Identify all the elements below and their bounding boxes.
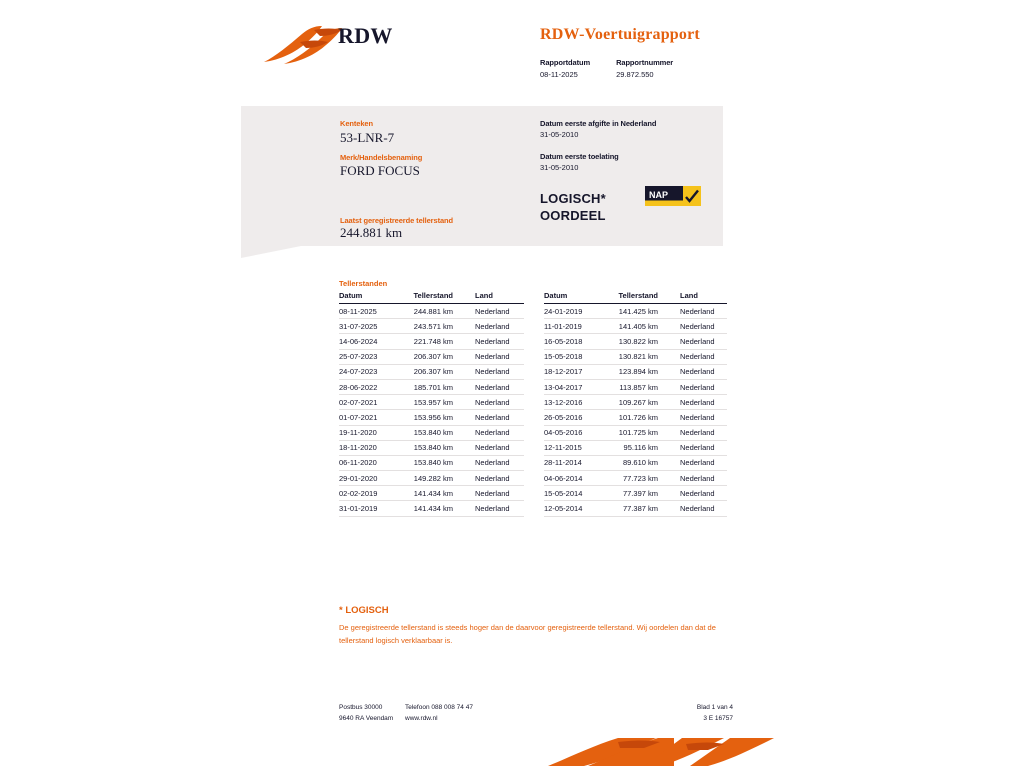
cell-tellerstand: 113.857 km bbox=[602, 379, 680, 394]
table-row bbox=[544, 486, 727, 501]
table-row bbox=[339, 395, 524, 410]
cell-datum: 13-12-2016 bbox=[544, 395, 602, 410]
table-row bbox=[544, 395, 727, 410]
toelating-value: 31-05-2010 bbox=[540, 163, 579, 172]
afgifte-label: Datum eerste afgifte in Nederland bbox=[540, 119, 657, 128]
table-row bbox=[544, 334, 727, 349]
cell-datum: 12-05-2014 bbox=[544, 501, 602, 516]
cell-tellerstand: 101.726 km bbox=[602, 410, 680, 425]
cell-datum: 11-01-2019 bbox=[544, 319, 602, 334]
cell-tellerstand: 77.397 km bbox=[602, 486, 680, 501]
panel-corner-notch bbox=[241, 246, 301, 258]
cell-land: Nederland bbox=[680, 349, 727, 364]
cell-datum: 28-06-2022 bbox=[339, 379, 397, 394]
cell-tellerstand: 141.425 km bbox=[602, 304, 680, 319]
cell-land: Nederland bbox=[475, 425, 524, 440]
column-header-datum: Datum bbox=[544, 291, 602, 304]
mileage-table-right bbox=[544, 291, 727, 517]
cell-tellerstand: 153.840 km bbox=[397, 440, 475, 455]
cell-tellerstand: 130.821 km bbox=[602, 349, 680, 364]
cell-tellerstand: 185.701 km bbox=[397, 379, 475, 394]
table-row bbox=[544, 455, 727, 470]
column-header-land: Land bbox=[475, 291, 524, 304]
cell-datum: 18-11-2020 bbox=[339, 440, 397, 455]
cell-tellerstand: 89.610 km bbox=[602, 455, 680, 470]
cell-land: Nederland bbox=[680, 425, 727, 440]
table-row bbox=[544, 425, 727, 440]
cell-land: Nederland bbox=[680, 364, 727, 379]
cell-datum: 12-11-2015 bbox=[544, 440, 602, 455]
table-row bbox=[339, 379, 524, 394]
table-row bbox=[339, 501, 524, 516]
cell-tellerstand: 141.405 km bbox=[602, 319, 680, 334]
table-header-row bbox=[339, 291, 524, 304]
cell-land: Nederland bbox=[680, 395, 727, 410]
cell-datum: 15-05-2018 bbox=[544, 349, 602, 364]
cell-land: Nederland bbox=[680, 486, 727, 501]
cell-land: Nederland bbox=[475, 410, 524, 425]
cell-tellerstand: 206.307 km bbox=[397, 364, 475, 379]
cell-land: Nederland bbox=[680, 379, 727, 394]
table-row bbox=[339, 486, 524, 501]
table-row bbox=[339, 471, 524, 486]
cell-tellerstand: 153.957 km bbox=[397, 395, 475, 410]
cell-datum: 18-12-2017 bbox=[544, 364, 602, 379]
cell-datum: 26-05-2016 bbox=[544, 410, 602, 425]
cell-land: Nederland bbox=[680, 334, 727, 349]
vehicle-summary-panel bbox=[241, 106, 723, 246]
verdict-line-2: OORDEEL bbox=[540, 208, 606, 223]
cell-datum: 14-06-2024 bbox=[339, 334, 397, 349]
report-meta bbox=[540, 58, 673, 79]
table-row bbox=[339, 349, 524, 364]
table-row bbox=[339, 364, 524, 379]
table-row bbox=[544, 319, 727, 334]
table-row bbox=[544, 364, 727, 379]
footer-blad: Blad 1 van 4 bbox=[696, 704, 733, 711]
table-row bbox=[339, 319, 524, 334]
cell-tellerstand: 141.434 km bbox=[397, 486, 475, 501]
cell-tellerstand: 153.956 km bbox=[397, 410, 475, 425]
cell-datum: 02-07-2021 bbox=[339, 395, 397, 410]
status-badge bbox=[540, 190, 606, 224]
table-row bbox=[544, 471, 727, 486]
cell-datum: 13-04-2017 bbox=[544, 379, 602, 394]
merk-label: Merk/Handelsbenaming bbox=[340, 153, 423, 162]
cell-land: Nederland bbox=[475, 395, 524, 410]
table-row bbox=[544, 410, 727, 425]
column-header-land: Land bbox=[680, 291, 727, 304]
cell-land: Nederland bbox=[475, 440, 524, 455]
verdict-line-1: LOGISCH* bbox=[540, 191, 606, 206]
meta-report-date bbox=[540, 58, 590, 79]
cell-datum: 31-07-2025 bbox=[339, 319, 397, 334]
footer-row bbox=[339, 713, 733, 724]
cell-land: Nederland bbox=[475, 471, 524, 486]
kenteken-value: 53-LNR-7 bbox=[340, 130, 395, 145]
table-row bbox=[544, 440, 727, 455]
meta-label: Rapportnummer bbox=[616, 58, 674, 67]
cell-datum: 25-07-2023 bbox=[339, 349, 397, 364]
nap-check-icon bbox=[645, 186, 701, 206]
column-header-datum: Datum bbox=[339, 291, 397, 304]
section-title-tellerstanden: Tellerstanden bbox=[339, 279, 388, 288]
cell-datum: 02-02-2019 bbox=[339, 486, 397, 501]
cell-datum: 24-07-2023 bbox=[339, 364, 397, 379]
cell-tellerstand: 153.840 km bbox=[397, 425, 475, 440]
column-header-tellerstand: Tellerstand bbox=[602, 291, 680, 304]
cell-datum: 15-05-2014 bbox=[544, 486, 602, 501]
table-row bbox=[339, 455, 524, 470]
cell-land: Nederland bbox=[680, 319, 727, 334]
cell-tellerstand: 221.748 km bbox=[397, 334, 475, 349]
cell-datum: 29-01-2020 bbox=[339, 471, 397, 486]
cell-tellerstand: 123.894 km bbox=[602, 364, 680, 379]
cell-land: Nederland bbox=[680, 304, 727, 319]
cell-tellerstand: 153.840 km bbox=[397, 455, 475, 470]
table-row bbox=[339, 304, 524, 319]
meta-label: Rapportdatum bbox=[540, 58, 591, 67]
cell-land: Nederland bbox=[680, 471, 727, 486]
column-header-tellerstand: Tellerstand bbox=[397, 291, 475, 304]
footer-telefoon: Telefoon 088 008 74 47 bbox=[405, 704, 473, 711]
meta-value: 08-11-2025 bbox=[540, 70, 578, 79]
table-row bbox=[544, 349, 727, 364]
cell-tellerstand: 109.267 km bbox=[602, 395, 680, 410]
table-row bbox=[544, 379, 727, 394]
cell-datum: 01-07-2021 bbox=[339, 410, 397, 425]
cell-tellerstand: 77.387 km bbox=[602, 501, 680, 516]
cell-tellerstand: 95.116 km bbox=[602, 440, 680, 455]
cell-tellerstand: 130.822 km bbox=[602, 334, 680, 349]
brand-title: RDW bbox=[338, 23, 393, 48]
footnote-text: De geregistreerde tellerstand is steeds hoger dan de daarvoor geregistreerde tellerstand. Wij oordelen dan dat de tellerstand logisch verklaarbaar is. bbox=[339, 623, 716, 645]
footer-row bbox=[339, 702, 733, 713]
rdw-footer-graphic-icon bbox=[548, 736, 788, 770]
footer-website[interactable]: www.rdw.nl bbox=[405, 715, 438, 722]
footer-code: 3 E 16757 bbox=[703, 715, 733, 722]
cell-land: Nederland bbox=[680, 501, 727, 516]
footer-plaats: 9640 RA Veendam bbox=[339, 715, 394, 722]
merk-value: FORD FOCUS bbox=[340, 163, 420, 178]
cell-land: Nederland bbox=[475, 455, 524, 470]
cell-datum: 04-06-2014 bbox=[544, 471, 602, 486]
footer-postbus: Postbus 30000 bbox=[339, 704, 383, 711]
cell-land: Nederland bbox=[475, 379, 524, 394]
afgifte-value: 31-05-2010 bbox=[540, 130, 579, 139]
tellerstand-value: 244.881 km bbox=[340, 225, 403, 240]
cell-land: Nederland bbox=[680, 455, 727, 470]
cell-datum: 08-11-2025 bbox=[339, 304, 397, 319]
page-title: RDW-Voertuigrapport bbox=[540, 26, 700, 43]
cell-land: Nederland bbox=[680, 410, 727, 425]
page-footer bbox=[339, 702, 733, 724]
cell-datum: 04-05-2016 bbox=[544, 425, 602, 440]
table-row bbox=[339, 410, 524, 425]
mileage-table-left bbox=[339, 291, 524, 517]
cell-datum: 19-11-2020 bbox=[339, 425, 397, 440]
table-header-row bbox=[544, 291, 727, 304]
cell-land: Nederland bbox=[475, 364, 524, 379]
table-row bbox=[339, 425, 524, 440]
meta-report-number bbox=[616, 58, 673, 79]
table-row bbox=[339, 440, 524, 455]
cell-land: Nederland bbox=[475, 334, 524, 349]
cell-tellerstand: 141.434 km bbox=[397, 501, 475, 516]
table-row bbox=[544, 304, 727, 319]
table-row bbox=[544, 501, 727, 516]
tellerstand-label: Laatst geregistreerde tellerstand bbox=[340, 216, 453, 225]
cell-land: Nederland bbox=[475, 501, 524, 516]
cell-tellerstand: 101.725 km bbox=[602, 425, 680, 440]
cell-datum: 28-11-2014 bbox=[544, 455, 602, 470]
cell-tellerstand: 244.881 km bbox=[397, 304, 475, 319]
cell-land: Nederland bbox=[475, 304, 524, 319]
cell-datum: 24-01-2019 bbox=[544, 304, 602, 319]
cell-land: Nederland bbox=[475, 486, 524, 501]
cell-datum: 31-01-2019 bbox=[339, 501, 397, 516]
cell-tellerstand: 77.723 km bbox=[602, 471, 680, 486]
svg-text:NAP: NAP bbox=[649, 190, 669, 200]
cell-tellerstand: 149.282 km bbox=[397, 471, 475, 486]
cell-datum: 06-11-2020 bbox=[339, 455, 397, 470]
cell-land: Nederland bbox=[475, 319, 524, 334]
meta-value: 29.872.550 bbox=[616, 70, 654, 79]
cell-tellerstand: 243.571 km bbox=[397, 319, 475, 334]
cell-datum: 16-05-2018 bbox=[544, 334, 602, 349]
cell-land: Nederland bbox=[475, 349, 524, 364]
footnote-title: * LOGISCH bbox=[339, 605, 389, 616]
kenteken-label: Kenteken bbox=[340, 119, 373, 128]
cell-tellerstand: 206.307 km bbox=[397, 349, 475, 364]
toelating-label: Datum eerste toelating bbox=[540, 152, 619, 161]
table-row bbox=[339, 334, 524, 349]
cell-land: Nederland bbox=[680, 440, 727, 455]
